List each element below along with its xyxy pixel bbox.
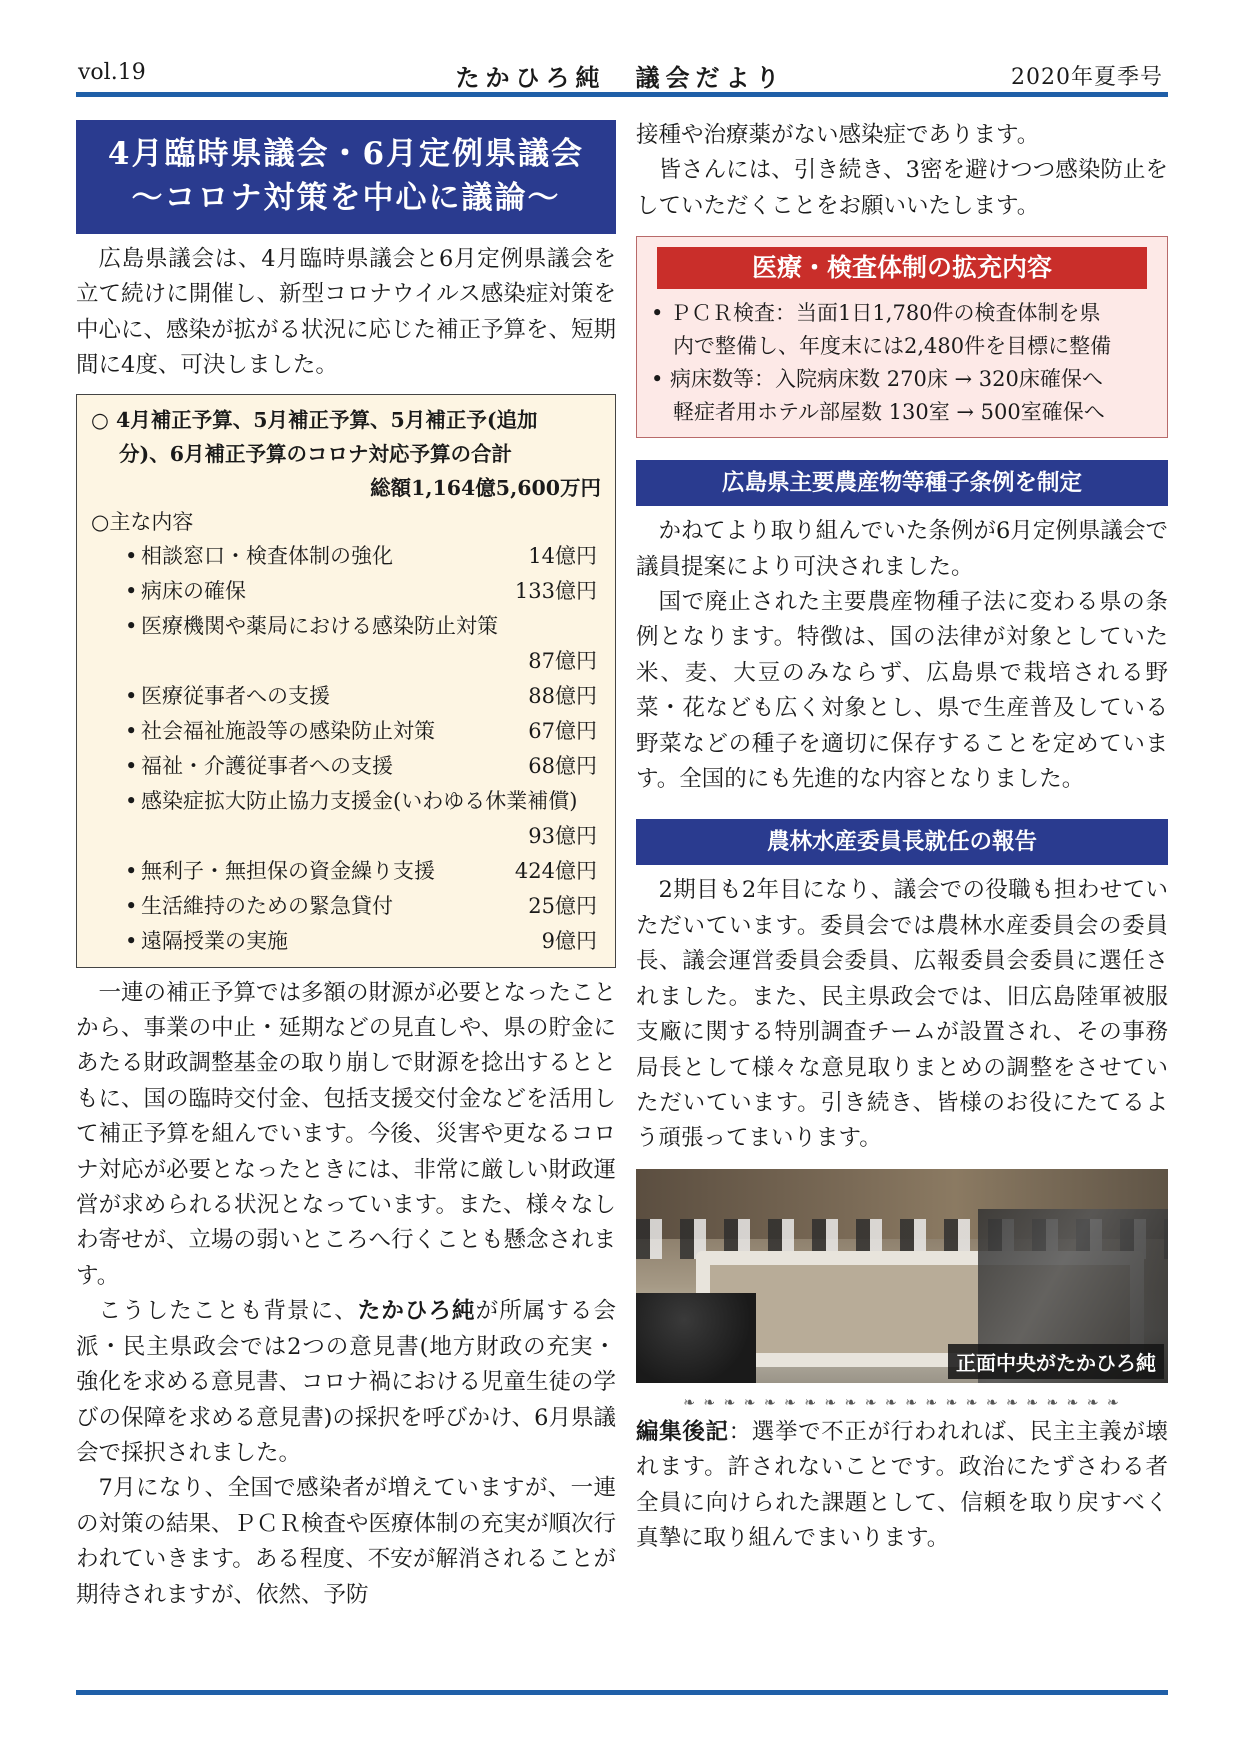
meeting-photo xyxy=(636,1169,1168,1383)
beds-line-2: 軽症者用ホテル部屋数 130室 → 500室確保へ xyxy=(673,400,1105,425)
pcr-line-2: 内で整備し、年度末には2,480件を目標に整備 xyxy=(673,334,1112,359)
budget-item: • 医療機関や薬局における感染防止対策 xyxy=(125,613,498,638)
editor-note-label: 編集後記 xyxy=(636,1418,729,1445)
budget-item: • 病床の確保 133億円 xyxy=(125,578,597,603)
budget-item: • 相談窓口・検査体制の強化 14億円 xyxy=(125,543,597,568)
budget-item: • 生活維持のための緊急貸付 25億円 xyxy=(125,893,597,918)
header-rule xyxy=(76,92,1168,97)
budget-item: • 医療従事者への支援 88億円 xyxy=(125,683,597,708)
committee-paragraph: 2期目も2年目になり、議会での役職も担わせていただいています。委員会では農林水産委員会の委員長、議会運営委員会委員、広報委員会委員に選任されました。また、民主県政会では、旧広島陸軍被服支廠に関する特別調査チームが設置され、その事務局長として様々な意見取りまとめの調整をさせていただいています。引き続き、皆様のお役にたてるよう頑張ってまいります。 xyxy=(636,877,1168,1152)
outlook-paragraph: 7月になり、全国で感染者が増えていますが、一連の対策の結果、ＰＣＲ検査や医療体制の充実が順次行われていきます。ある程度、不安が解消されることが期待されますが、依然、予防 xyxy=(76,1475,617,1608)
beds-line-1: • 病床数等：入院病床数 270床 → 320床確保へ xyxy=(651,367,1103,392)
budget-item: • 無利子・無担保の資金繰り支援 424億円 xyxy=(125,858,597,883)
title-line-1: 4月臨時県議会・6月定例県議会 xyxy=(107,136,585,172)
editor-note: 編集後記：選挙で不正が行われれば、民主主義が壊れます。許されないことです。政治にたずさわる者全員に向けられた課題として、信頼を取り戻すべく真摯に取り組んでまいります。 xyxy=(636,1418,1168,1551)
seed-paragraph-2: 国で廃止された主要農産物種子法に変わる県の条例となります。特徴は、国の法律が対象としていた米、麦、大豆のみならず、広島県で栽培される野菜・花なども広く対象とし、県で生産普及している野菜などの種子を適切に保存することを定めています。全国的にも先進的な内容となりました。 xyxy=(636,589,1168,793)
request-paragraph: 皆さんには、引き続き、3密を避けつつ感染防止をしていただくことをお願いいたします。 xyxy=(636,157,1168,219)
seed-paragraph-1: かねてより取り組んでいた条例が6月定例県議会で議員提案により可決されました。 xyxy=(636,518,1168,580)
volume-number: vol.19 xyxy=(78,60,146,85)
left-column xyxy=(76,120,616,1613)
pcr-line-1: • ＰＣＲ検査：当面1日1,780件の検査体制を県 xyxy=(651,301,1101,326)
ornament-divider: ❧ ❧ ❧ ❧ ❧ ❧ ❧ ❧ ❧ ❧ ❧ ❧ ❧ ❧ ❧ ❧ ❧ ❧ ❧ ❧ ❧ ❧ xyxy=(683,1394,1121,1411)
budget-item: • 社会福祉施設等の感染防止対策 67億円 xyxy=(125,718,597,743)
budget-line-2: 分)、6月補正予算のコロナ対応予算の合計 xyxy=(119,441,512,466)
budget-summary-box xyxy=(76,394,616,968)
seed-ordinance-heading: 広島県主要農産物等種子条例を制定 xyxy=(636,460,1168,506)
budget-total: 総額1,164億5,600万円 xyxy=(370,475,601,500)
finance-paragraph: 一連の補正予算では多額の財源が必要となったことから、事業の中止・延期などの見直しや、県の貯金にあたる財政調整基金の取り崩しで財源を捻出するとともに、国の臨時交付金、包括支援交付金などを活用して補正予算を組んでいます。今後、災害や更なるコロナ対応が必要となったときには、非常に厳しい財政運営が求められる状況となっています。また、様々なしわ寄せが、立場の弱いところへ行くことも懸念されます。 xyxy=(76,979,617,1289)
issue-label: 2020年夏季号 xyxy=(1011,65,1163,90)
intro-paragraph: 広島県議会は、4月臨時県議会と6月定例県議会を立て続けに開催し、新型コロナウイルス感染症対策を中心に、感染が拡がる状況に応じた補正予算を、短期間に4度、可決しました。 xyxy=(76,246,617,379)
right-column xyxy=(636,118,1168,1556)
budget-item-amount: 93億円 xyxy=(528,823,597,848)
footer-rule xyxy=(76,1690,1168,1695)
title-line-2: ～コロナ対策を中心に議論～ xyxy=(131,180,561,216)
medical-box-heading: 医療・検査体制の拡充内容 xyxy=(657,247,1147,289)
photo-caption: 正面中央がたかひろ純 xyxy=(948,1344,1164,1379)
budget-line-1: ○ 4月補正予算、5月補正予算、5月補正予(追加 xyxy=(91,407,538,432)
resolution-paragraph: こうしたことも背景に、たかひろ純が所属する会派・民主県政会では2つの意見書(地方財政の充実・強化を求める意見書、コロナ禍における児童生徒の学びの保障を求める意見書)の採択を呼びかけ、6月県議会で採択されました。 xyxy=(76,1298,617,1466)
budget-item: • 福祉・介護従事者への支援 68億円 xyxy=(125,753,597,778)
newsletter-title: たかひろ純 議会だより xyxy=(455,63,786,92)
budget-item: • 遠隔授業の実施 9億円 xyxy=(125,928,597,953)
budget-item: • 感染症拡大防止協力支援金(いわゆる休業補償) xyxy=(125,788,578,813)
budget-item-amount: 87億円 xyxy=(528,648,597,673)
continued-paragraph: 接種や治療薬がない感染症であります。 xyxy=(636,122,1040,148)
medical-expansion-box xyxy=(636,236,1168,438)
committee-heading: 農林水産委員長就任の報告 xyxy=(636,819,1168,865)
budget-main-heading: ○主な内容 xyxy=(91,509,194,534)
main-article-title xyxy=(76,120,616,234)
